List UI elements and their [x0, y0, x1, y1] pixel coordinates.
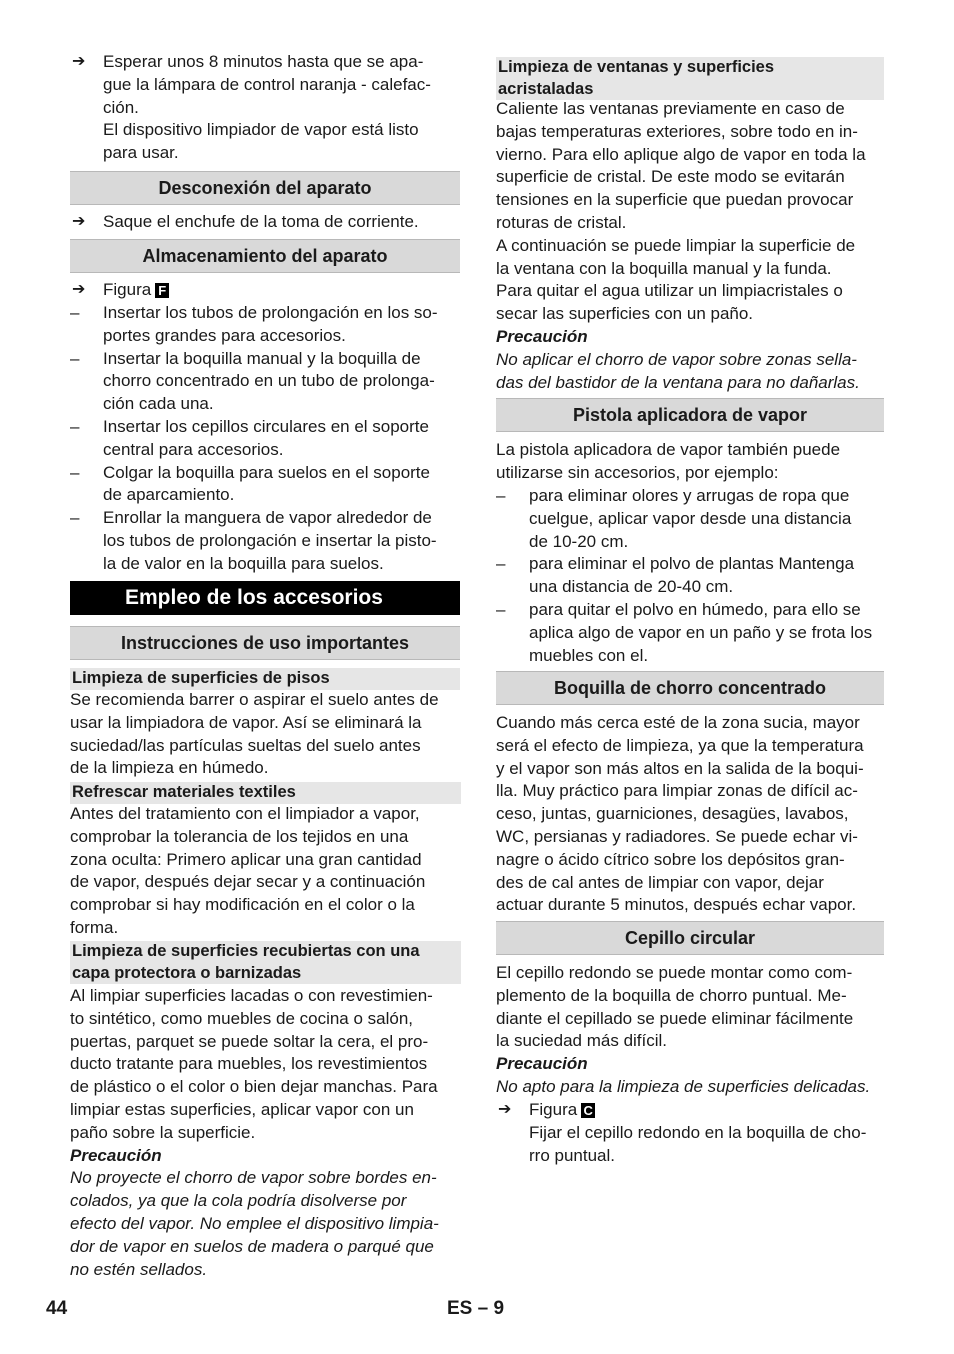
- text-line: la ventana con la boquilla manual y la funda.: [496, 258, 832, 278]
- text-line: Fijar el cepillo redondo en la boquilla de cho-: [529, 1122, 867, 1142]
- text-line: puertas, parquet se puede soltar la cera, el pro-: [70, 1031, 429, 1051]
- paragraph-pisos: [70, 689, 460, 780]
- text-line: Insertar los cepillos circulares en el soporte: [103, 416, 429, 436]
- subheading-barnizadas: [70, 941, 461, 984]
- text-line: diante el cepillado se puede eliminar fácilmente: [496, 1008, 854, 1028]
- text-line: zona oculta: Primero aplicar una gran cantidad: [70, 849, 422, 869]
- text-line: Caliente las ventanas previamente en caso de: [496, 99, 845, 118]
- paragraph-pistola: [496, 439, 884, 485]
- text-line: WC, persianas y radiadores. Se puede echar vi-: [496, 826, 858, 846]
- text-line: limpiar estas superficies, aplicar vapor con un: [70, 1099, 414, 1119]
- section-heading-boquilla: Boquilla de chorro concentrado: [496, 671, 884, 705]
- pistola-list: [496, 485, 917, 667]
- text-line: El cepillo redondo se puede montar como com-: [496, 963, 853, 982]
- text-line: Insertar los tubos de prolongación en los so-: [103, 303, 438, 322]
- intro-step: [70, 51, 493, 165]
- dash-bullet: –: [70, 303, 80, 322]
- text-line: para quitar el polvo en húmedo, para ello se: [529, 599, 861, 619]
- text-line: Enrollar la manguera de vapor alrededor de: [103, 508, 432, 528]
- text-line: Saque el enchufe de la toma de corriente.: [103, 212, 419, 231]
- storage-list: [70, 302, 493, 576]
- arrow-icon: ➔: [72, 53, 86, 70]
- section-heading-cepillo: Cepillo circular: [496, 921, 884, 955]
- text-line: una distancia de 20-40 cm.: [529, 577, 734, 597]
- dash-bullet: –: [70, 508, 80, 528]
- caution-text: dor de vapor en suelos de madera o parqué que: [70, 1236, 434, 1256]
- text-line: ducto tratante para muebles, los revestimientos: [70, 1054, 428, 1074]
- page-number: 44: [46, 1298, 68, 1319]
- caution-text: no estén sellados.: [70, 1259, 208, 1279]
- caution-text: colados, ya que la cola podría disolverse por: [70, 1191, 407, 1211]
- text-line: comprobar si hay modificación en el color o la: [70, 895, 415, 915]
- text-line: to sintético, como muebles de cocina o salón,: [70, 1008, 414, 1028]
- figure-letter-badge: F: [155, 283, 169, 298]
- text-line: de 10-20 cm.: [529, 531, 629, 551]
- text-line: superficie de cristal. De este modo se evitarán: [496, 167, 845, 187]
- text-line: roturas de cristal.: [496, 212, 627, 232]
- text-line: chorro concentrado en un tubo de prolonga-: [103, 371, 435, 391]
- text-line: la suciedad más difícil.: [496, 1031, 668, 1051]
- text-line: muebles con el.: [529, 645, 649, 665]
- list-item: [496, 485, 917, 553]
- paragraph-cepillo: [496, 962, 884, 1099]
- list-item: [496, 553, 917, 599]
- figure-reference: [70, 279, 493, 302]
- text-line: comprobar la tolerancia de los tejidos en una: [70, 826, 409, 846]
- section-heading-instrucciones: Instrucciones de uso importantes: [70, 626, 460, 660]
- figure-label: Figura: [529, 1100, 578, 1119]
- text-line: para usar.: [103, 143, 179, 163]
- text-line: des de cal antes de limpiar con vapor, dejar: [496, 872, 824, 892]
- text-line: Se recomienda barrer o aspirar el suelo antes de: [70, 690, 439, 709]
- caution-text: efecto del vapor. No emplee el dispositivo limpia-: [70, 1213, 439, 1233]
- dash-bullet: –: [70, 462, 80, 482]
- text-line: de aparcamiento.: [103, 485, 235, 505]
- text-line: secar las superficies con un paño.: [496, 304, 754, 324]
- text-line: forma.: [70, 917, 119, 937]
- caution-label: Precaución: [496, 1054, 588, 1074]
- text-line: de plástico o el color o bien dejar manchas. Para: [70, 1077, 438, 1097]
- text-line: El dispositivo limpiador de vapor está listo: [103, 120, 419, 140]
- dash-bullet: –: [496, 599, 506, 619]
- text-line: central para accesorios.: [103, 439, 284, 459]
- paragraph-boquilla: [496, 712, 884, 917]
- caution-label: Precaución: [70, 1145, 162, 1165]
- text-line: ción.: [103, 97, 139, 117]
- text-line: rro puntual.: [529, 1145, 615, 1165]
- paragraph-barnizadas: [70, 985, 460, 1281]
- text-line: Colgar la boquilla para suelos en el soporte: [103, 462, 430, 482]
- text-line: de la limpieza en húmedo.: [70, 758, 269, 778]
- arrow-icon: ➔: [498, 1101, 512, 1118]
- text-line: Limpieza de superficies recubiertas con una: [72, 942, 420, 960]
- text-line: suciedad/las partículas sueltas del suelo antes: [70, 735, 421, 755]
- section-heading-pistola: Pistola aplicadora de vapor: [496, 398, 884, 432]
- figure-reference: [496, 1099, 917, 1167]
- text-line: actuar durante 5 minutos, después echar vapor.: [496, 895, 857, 915]
- caution-label: Precaución: [496, 326, 588, 346]
- figure-letter-badge: C: [581, 1103, 595, 1118]
- arrow-icon: ➔: [72, 213, 86, 230]
- subheading-ventanas: [496, 57, 884, 100]
- text-line: los tubos de prolongación e insertar la pisto-: [103, 530, 437, 550]
- text-line: usar la limpiadora de vapor. Así se eliminará la: [70, 712, 422, 732]
- text-line: Insertar la boquilla manual y la boquilla de: [103, 348, 421, 368]
- list-item: [70, 507, 493, 575]
- paragraph-ventanas: [496, 98, 884, 394]
- text-line: La pistola aplicadora de vapor también puede: [496, 440, 841, 459]
- text-line: acristaladas: [498, 79, 594, 98]
- section-heading-almacenamiento: Almacenamiento del aparato: [70, 239, 460, 273]
- text-line: gue la lámpara de control naranja - calefac-: [103, 74, 431, 94]
- text-line: será el efecto de limpieza, ya que la temperatura: [496, 735, 864, 755]
- text-line: cuelgue, aplicar vapor desde una distancia: [529, 508, 852, 528]
- text-line: capa protectora o barnizadas: [72, 963, 302, 982]
- text-line: ción cada una.: [103, 394, 214, 414]
- text-line: vierno. Para ello aplique algo de vapor en toda la: [496, 144, 866, 164]
- text-line: y el vapor son más altos en la salida de la boqui-: [496, 758, 864, 778]
- subheading-pisos: Limpieza de superficies de pisos: [70, 668, 460, 690]
- text-line: ceso, juntas, guarniciones, desagües, lavabos,: [496, 804, 849, 824]
- dash-bullet: –: [70, 416, 80, 436]
- caution-text: No aplicar el chorro de vapor sobre zonas sella-: [496, 349, 857, 369]
- chapter-heading-empleo: Empleo de los accesorios: [70, 581, 460, 615]
- text-line: Limpieza de ventanas y superficies: [498, 58, 775, 76]
- dash-bullet: –: [496, 554, 506, 574]
- text-line: paño sobre la superficie.: [70, 1122, 256, 1142]
- list-item: [70, 302, 493, 348]
- text-line: aplica algo de vapor en un paño y se frota los: [529, 622, 873, 642]
- section-page-label: ES – 9: [447, 1298, 505, 1319]
- text-line: utilizarse sin accesorios, por ejemplo:: [496, 462, 779, 482]
- list-item: [70, 348, 493, 416]
- arrow-icon: ➔: [72, 281, 86, 298]
- text-line: Esperar unos 8 minutos hasta que se apa-: [103, 52, 424, 71]
- text-line: tensiones en la superficie que puedan provocar: [496, 190, 854, 210]
- text-line: plemento de la boquilla de chorro puntual. Me-: [496, 985, 847, 1005]
- text-line: bajas temperaturas exteriores, sobre todo en in-: [496, 121, 858, 141]
- list-item: [70, 462, 493, 508]
- list-item: [496, 599, 917, 667]
- paragraph-textiles: [70, 803, 460, 940]
- text-line: portes grandes para accesorios.: [103, 325, 346, 345]
- text-line: Cuando más cerca esté de la zona sucia, mayor: [496, 713, 860, 732]
- text-line: nagre o ácido cítrico sobre los depósitos gran-: [496, 849, 845, 869]
- text-line: lla. Muy práctico para limpiar zonas de difícil ac-: [496, 781, 858, 801]
- text-line: Antes del tratamiento con el limpiador a vapor,: [70, 804, 420, 823]
- text-line: Para quitar el agua utilizar un limpiacristales o: [496, 281, 843, 301]
- desconexion-step: [70, 211, 493, 234]
- figure-label: Figura: [103, 280, 152, 299]
- caution-text: das del bastidor de la ventana para no dañarlas.: [496, 372, 860, 392]
- text-line: de vapor, después dejar secar y a continuación: [70, 872, 426, 892]
- text-line: para eliminar el polvo de plantas Mantenga: [529, 554, 855, 574]
- caution-text: No apto para la limpieza de superficies delicadas.: [496, 1076, 871, 1096]
- section-heading-desconexion: Desconexión del aparato: [70, 171, 460, 205]
- text-line: la de valor en la boquilla para suelos.: [103, 553, 384, 573]
- text-line: Al limpiar superficies lacadas o con revestimien-: [70, 986, 433, 1005]
- dash-bullet: –: [70, 348, 80, 368]
- text-line: para eliminar olores y arrugas de ropa que: [529, 486, 850, 505]
- text-line: A continuación se puede limpiar la superficie de: [496, 235, 856, 255]
- dash-bullet: –: [496, 486, 506, 505]
- list-item: [70, 416, 493, 462]
- subheading-textiles: Refrescar materiales textiles: [70, 782, 461, 804]
- caution-text: No proyecte el chorro de vapor sobre bordes en-: [70, 1168, 437, 1188]
